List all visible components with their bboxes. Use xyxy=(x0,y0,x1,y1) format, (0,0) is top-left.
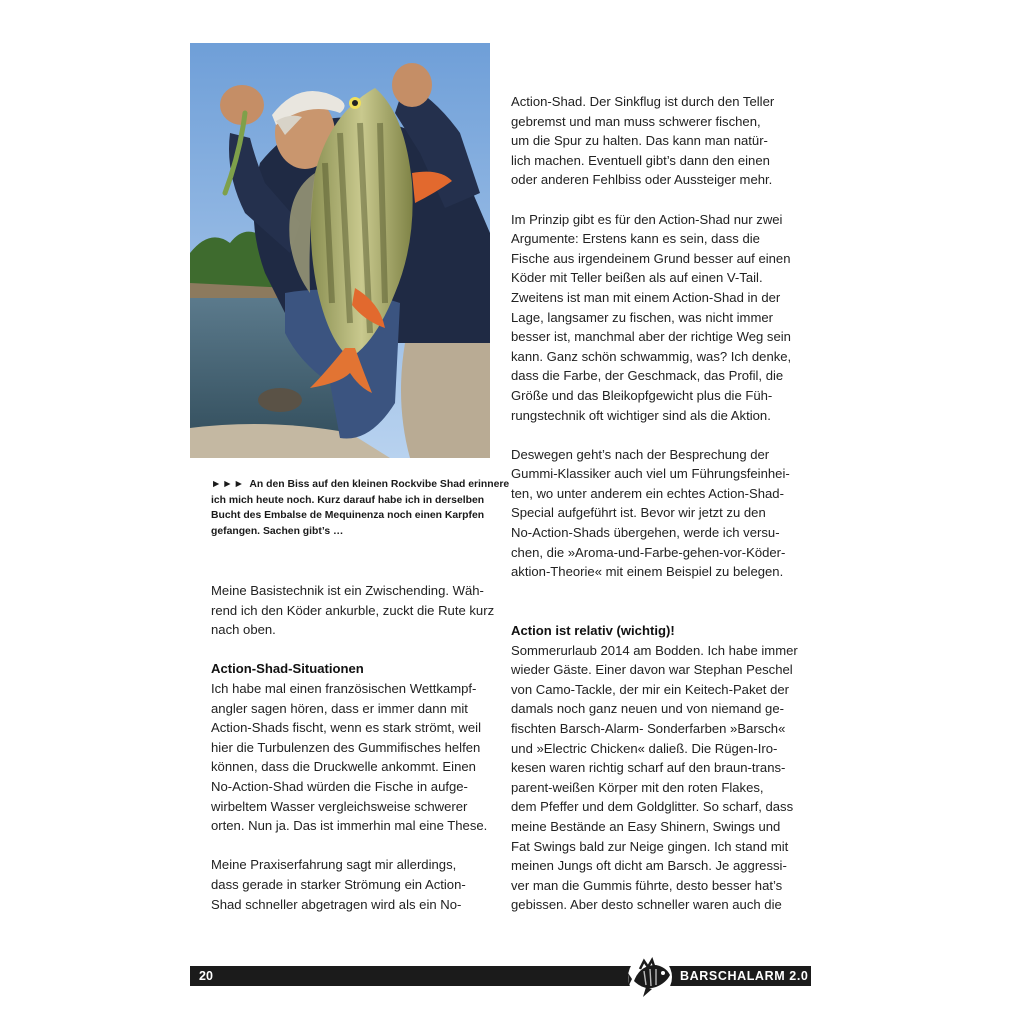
body-line: kann. Ganz schön schwammig, was? Ich denke, xyxy=(511,348,792,364)
body-line: meine Bestände an Easy Shinern, Swings und xyxy=(511,818,781,834)
section-heading: Action-Shad-Situationen xyxy=(211,661,364,677)
body-line: kesen waren richtig scharf auf den braun-trans- xyxy=(511,760,786,776)
perch-logo-icon xyxy=(626,953,674,1001)
body-line: Action-Shad. Der Sinkflug ist durch den Teller xyxy=(511,94,775,109)
body-line: Im Prinzip gibt es für den Action-Shad nur zwei xyxy=(511,211,783,227)
body-line: Sommerurlaub 2014 am Bodden. Ich habe immer xyxy=(511,642,798,658)
body-line: Fische aus irgendeinem Grund besser auf einen xyxy=(511,250,791,266)
body-line: von Camo-Tackle, der mir ein Keitech-Paket der xyxy=(511,681,789,697)
body-line: fischten Barsch-Alarm- Sonderfarben »Barsch« xyxy=(511,721,786,736)
photo-caption xyxy=(211,477,510,539)
body-line: können, dass die Druckwelle ankommt. Einen xyxy=(211,759,476,775)
body-line: meinen Jungs oft dicht am Barsch. Je aggressi- xyxy=(511,858,787,874)
body-line: Zweitens ist man mit einem Action-Shad in der xyxy=(511,289,781,305)
body-line: Shad schneller abgetragen wird als ein No- xyxy=(211,896,462,912)
body-line: Ich habe mal einen französischen Wettkampf- xyxy=(211,680,477,696)
body-line: oder anderen Fehlbiss oder Aussteiger mehr. xyxy=(511,172,773,188)
body-line: Meine Praxiserfahrung sagt mir allerdings, xyxy=(211,857,457,873)
body-line: gebissen. Aber desto schneller waren auch die xyxy=(511,897,782,913)
body-line: nach oben. xyxy=(211,622,276,638)
body-line: Fat Swings bald zur Neige gingen. Ich stand mit xyxy=(511,838,789,854)
right-text-column xyxy=(511,92,798,915)
caption-line: gefangen. Sachen gibt’s … xyxy=(211,525,344,537)
body-line: chen, die »Aroma-und-Farbe-gehen-vor-Köder- xyxy=(511,544,786,560)
body-line: besser ist, manchmal aber der richtige Weg sein xyxy=(511,329,791,345)
body-line: wieder Gäste. Einer davon war Stephan Peschel xyxy=(511,662,793,678)
body-line: Special aufgeführt ist. Bevor wir jetzt zu den xyxy=(511,505,766,521)
caption-line: ich mich heute noch. Kurz darauf habe ich in derselben xyxy=(211,494,485,506)
body-line: Größe und das Bleikopfgewicht plus die Füh- xyxy=(511,387,773,403)
body-line: dem Pfeffer und dem Goldglitter. So scharf, dass xyxy=(511,799,794,815)
body-line: dass gerade in starker Strömung ein Action- xyxy=(211,876,466,892)
left-text-column xyxy=(211,581,495,914)
body-line: parent-weißen Körper mit den roten Flakes, xyxy=(511,779,764,795)
body-line: Deswegen geht’s nach der Besprechung der xyxy=(511,446,770,462)
body-line: orten. Nun ja. Das ist immerhin mal eine These. xyxy=(211,818,488,834)
body-line: Argumente: Erstens kann es sein, dass die xyxy=(511,231,760,247)
body-line: ver man die Gummis führte, desto besser hat’s xyxy=(511,877,783,893)
caption-text: An den Biss auf den kleinen Rockvibe Shad erinnere xyxy=(249,479,510,490)
body-line: damals noch ganz neuen und von niemand ge- xyxy=(511,701,784,717)
angler-perch-photo xyxy=(190,43,490,458)
body-line: Köder mit Teller beißen als auf einen V-Tail. xyxy=(511,270,763,286)
body-line: Gummi-Klassiker auch viel um Führungsfeinhei- xyxy=(511,466,790,482)
body-line: No-Action-Shads übergehen, werde ich versu- xyxy=(511,525,780,541)
section-heading: Action ist relativ (wichtig)! xyxy=(511,623,675,639)
body-line: gebremst und man muss schwerer fischen, xyxy=(511,113,761,129)
body-line: rungstechnik oft wichtiger sind als die Aktion. xyxy=(511,407,771,423)
body-line: lich machen. Eventuell gibt’s dann den einen xyxy=(511,152,770,168)
page-number: 20 xyxy=(199,969,213,983)
brand-title: BARSCHALARM 2.0 xyxy=(680,969,809,983)
caption-line: Bucht des Embalse de Mequinenza noch einen Karpfen xyxy=(211,510,485,522)
body-line: und »Electric Chicken« daließ. Die Rügen-Iro- xyxy=(511,740,778,756)
caption-arrows: ►►► xyxy=(211,479,245,490)
body-line: Action-Shads fischt, wenn es stark strömt, weil xyxy=(211,720,481,736)
body-line: um die Spur zu halten. Das kann man natür- xyxy=(511,133,768,149)
body-line: angler sagen hören, dass er immer dann mit xyxy=(211,700,468,716)
body-line: wirbeltem Wasser vergleichsweise schwerer xyxy=(211,798,468,814)
body-line: Lage, langsamer zu fischen, was nicht immer xyxy=(511,309,773,325)
body-line: ten, wo unter anderem ein echtes Action-Shad- xyxy=(511,485,784,501)
body-line: Meine Basistechnik ist ein Zwischending. Wäh- xyxy=(211,583,484,598)
caption-line xyxy=(211,477,510,493)
body-line: No-Action-Shad würden die Fische in aufge- xyxy=(211,778,468,794)
body-line: rend ich den Köder ankurble, zuckt die Rute kurz xyxy=(211,602,495,618)
body-line: dass die Farbe, der Geschmack, das Profil, die xyxy=(511,368,784,384)
body-line: hier die Turbulenzen des Gummifisches helfen xyxy=(211,739,481,755)
body-line: aktion-Theorie« mit einem Beispiel zu belegen. xyxy=(511,564,784,580)
